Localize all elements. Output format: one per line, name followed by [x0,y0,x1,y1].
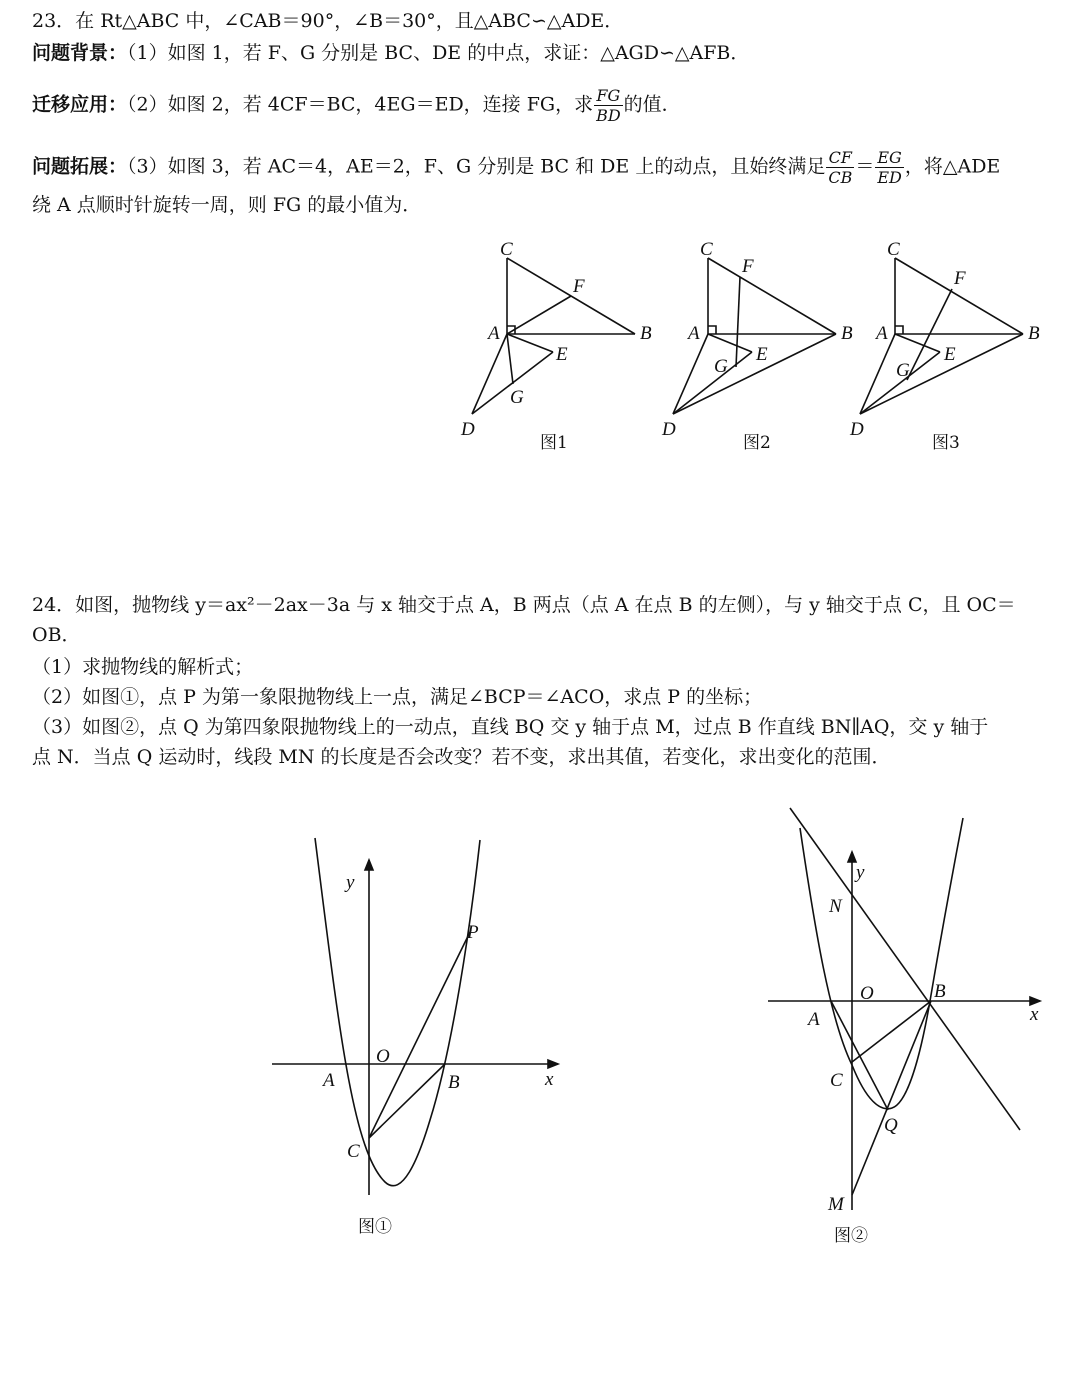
label-e: E [556,344,568,365]
q23-part2-label: 迁移应用： [32,93,128,116]
label-m: M [828,1194,844,1215]
fraction-numerator: FG [594,86,623,106]
label-d: D [662,419,676,440]
q23-figure-2 [655,232,855,452]
label-g: G [510,387,524,408]
label-b: B [448,1072,460,1093]
label-b: B [934,981,946,1002]
segment-af [507,296,571,334]
fraction-numerator: EG [875,148,904,168]
q23-part3-label: 问题拓展： [32,155,128,178]
q24-part1: （1）求抛物线的解析式； [32,656,254,678]
label-c: C [500,239,513,260]
q23-part2 [32,86,681,125]
segment-cb [369,1064,445,1138]
label-y: y [346,872,355,893]
line-bm [852,1001,931,1195]
q24-part3-line1: （3）如图②，点 Q 为第四象限抛物线上的一动点，直线 BQ 交 y 轴于点 M，过点 B 作直线 BN∥AQ，交 y 轴于 [32,716,989,738]
q24-figure-1 [260,830,580,1250]
figure-caption: 图2 [743,433,771,453]
q23-part1 [32,40,749,66]
label-d: D [461,419,475,440]
label-d: D [850,419,864,440]
fraction-numerator: CF [826,148,854,168]
segment-ag [507,334,513,384]
segment-db [860,334,1023,414]
q24-part2: （2）如图①，点 P 为第一象限抛物线上一点，满足∠BCP＝∠ACO，求点 P 的坐标； [32,686,763,708]
label-q: Q [884,1115,898,1136]
line-bn [790,808,1020,1130]
segment-db [673,334,836,414]
q24-stem-line2: OB． [32,624,81,646]
label-b: B [841,323,853,344]
label-n: N [829,896,842,917]
y-axis-arrow [848,852,856,862]
label-c: C [887,239,900,260]
figure-caption: 图① [358,1217,392,1237]
label-c: C [700,239,713,260]
label-y: y [856,862,865,883]
figure-caption: 图1 [540,433,568,453]
segment-ae [895,334,940,352]
label-a: A [876,323,888,344]
q24-part3-line2: 点 N．当点 Q 运动时，线段 MN 的长度是否会改变？若不变，求出其值，若变化，求出变化的范围． [32,746,891,768]
figure-caption: 图② [834,1226,868,1246]
label-c: C [347,1141,360,1162]
label-o: O [376,1046,390,1067]
label-x: x [1030,1004,1039,1025]
label-b: B [640,323,652,344]
q23-part2-text-b: 的值． [623,93,681,116]
q23-figure-3 [845,232,1045,452]
q23-part3-text-a: （3）如图 3，若 AC＝4，AE＝2，F、G 分别是 BC 和 DE 上的动点，且始终满足 [127,155,826,178]
segment-ae [507,334,553,352]
q23-part3-line2: 绕 A 点顺时针旋转一周，则 FG 的最小值为． [32,194,422,216]
q23-part3 [32,148,1000,187]
label-o: O [860,983,874,1004]
label-e: E [944,344,956,365]
label-g: G [896,360,910,381]
segment-ad [472,334,507,414]
q23-figure-1 [455,232,675,452]
q23-part3-text-b: ，将△ADE [904,155,1001,178]
parabola-curve [800,818,963,1109]
q23-part2-text-a: （2）如图 2，若 4CF＝BC，4EG＝ED，连接 FG，求 [127,93,594,116]
figure-caption: 图3 [932,433,960,453]
q23-part1-text: （1）如图 1，若 F、G 分别是 BC、DE 的中点，求证：△AGD∽△AFB． [127,42,750,64]
label-g: G [714,356,728,377]
label-a: A [488,323,500,344]
q24-figure-2 [765,800,1065,1260]
fraction-denominator: BD [596,106,621,125]
label-f: F [742,256,754,277]
segment-ad [673,334,708,414]
label-p: P [467,922,479,943]
q23-part3-equals: ＝ [855,155,875,178]
q23-stem: 23．在 Rt△ABC 中，∠CAB＝90°，∠B＝30°，且△ABC∽△ADE． [32,10,624,32]
q23-part3-fraction-1 [826,148,854,187]
label-x: x [545,1069,554,1090]
fraction-denominator: CB [828,168,853,187]
segment-cb [708,258,836,334]
segment-fg [736,277,740,367]
label-a: A [323,1070,335,1091]
parabola-curve [315,838,480,1186]
label-a: A [688,323,700,344]
segment-ad [860,334,895,414]
right-angle-mark [895,326,903,334]
q23-part1-label: 问题背景： [32,42,128,64]
label-f: F [954,268,966,289]
segment-de [673,352,752,414]
y-axis-arrow [365,860,373,870]
label-f: F [573,276,585,297]
label-a: A [808,1009,820,1030]
q23-part2-fraction [594,86,623,125]
q23-part3-fraction-2 [875,148,904,187]
segment-ae [708,334,752,352]
label-e: E [756,344,768,365]
fraction-denominator: ED [877,168,902,187]
segment-cp [369,930,471,1138]
x-axis-arrow [548,1060,558,1068]
label-b: B [1028,323,1040,344]
right-angle-mark [708,326,716,334]
label-c: C [830,1070,843,1091]
q24-stem-line1: 24．如图，抛物线 y＝ax²－2ax－3a 与 x 轴交于点 A，B 两点（点 A 在点 B 的左侧），与 y 轴交于点 C，且 OC＝ [32,594,1016,616]
